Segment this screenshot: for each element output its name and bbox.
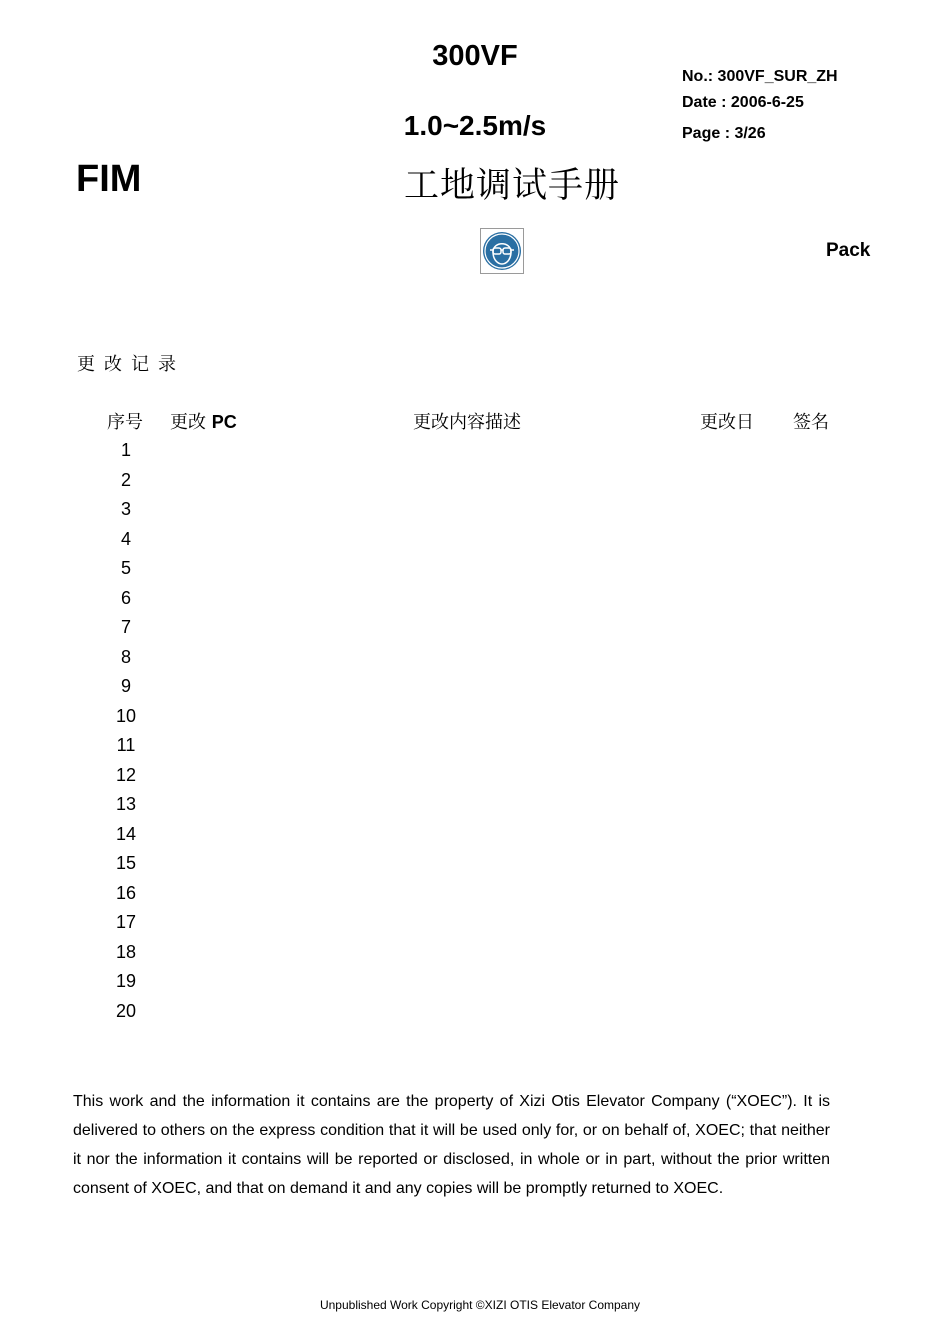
table-row: 10 <box>115 705 137 726</box>
revision-record-title: 更改记录 <box>77 354 185 375</box>
safety-goggles-icon <box>480 228 524 274</box>
table-row: 16 <box>115 882 137 903</box>
table-row: 18 <box>115 941 137 962</box>
table-row: 7 <box>120 617 131 637</box>
table-row: 9 <box>120 676 131 696</box>
table-row: 17 <box>115 912 137 932</box>
column-header-pc-prefix: 更改 <box>170 412 206 433</box>
copyright-footer: Unpublished Work Copyright ©XIZI OTIS Elevator Company <box>319 1298 641 1312</box>
table-row: 13 <box>115 794 137 814</box>
page-number: Page : 3/26 <box>682 125 766 142</box>
document-meta <box>682 64 838 147</box>
column-header-pc <box>170 408 237 434</box>
fim-label: FIM <box>76 158 142 200</box>
column-header-signature: 签名 <box>793 412 829 433</box>
table-row: 8 <box>120 646 131 667</box>
table-row: 4 <box>120 528 131 549</box>
table-row: 1 <box>120 440 131 460</box>
model-name: 300VF <box>432 40 518 72</box>
table-row: 3 <box>120 499 131 519</box>
table-row: 6 <box>120 587 131 608</box>
column-header-date: 更改日 <box>700 412 754 433</box>
doc-date: Date : 2006-6-25 <box>682 94 804 111</box>
pack-label: Pack <box>826 240 871 261</box>
table-row: 12 <box>115 764 137 785</box>
goggles-symbol <box>482 230 522 272</box>
legal-notice: This work and the information it contains are the property of Xizi Otis Elevator Company (“XOEC”). It is delivered to others on the express condition that it will be used only for, or on behalf of, XOEC; that neither it nor the information it contains will be reported or disclosed, in whole or in part, without the prior written consent of XOEC, and that on demand it and any copies will be promptly returned to XOEC. <box>73 1093 830 1197</box>
table-row: 5 <box>120 558 131 578</box>
table-row: 11 <box>116 735 136 755</box>
table-row: 14 <box>115 823 137 844</box>
column-header-description: 更改内容描述 <box>413 412 521 433</box>
table-row: 2 <box>120 469 131 490</box>
doc-number: No.: 300VF_SUR_ZH <box>682 68 838 85</box>
column-header-seq: 序号 <box>107 412 143 433</box>
table-row: 19 <box>115 971 137 991</box>
revision-rows <box>100 436 152 1026</box>
column-header-pc-suffix: PC <box>211 412 237 432</box>
document-title: 工地调试手册 <box>404 166 621 206</box>
table-row: 15 <box>115 853 137 873</box>
table-row: 20 <box>115 1000 137 1021</box>
speed-range: 1.0~2.5m/s <box>403 110 547 141</box>
